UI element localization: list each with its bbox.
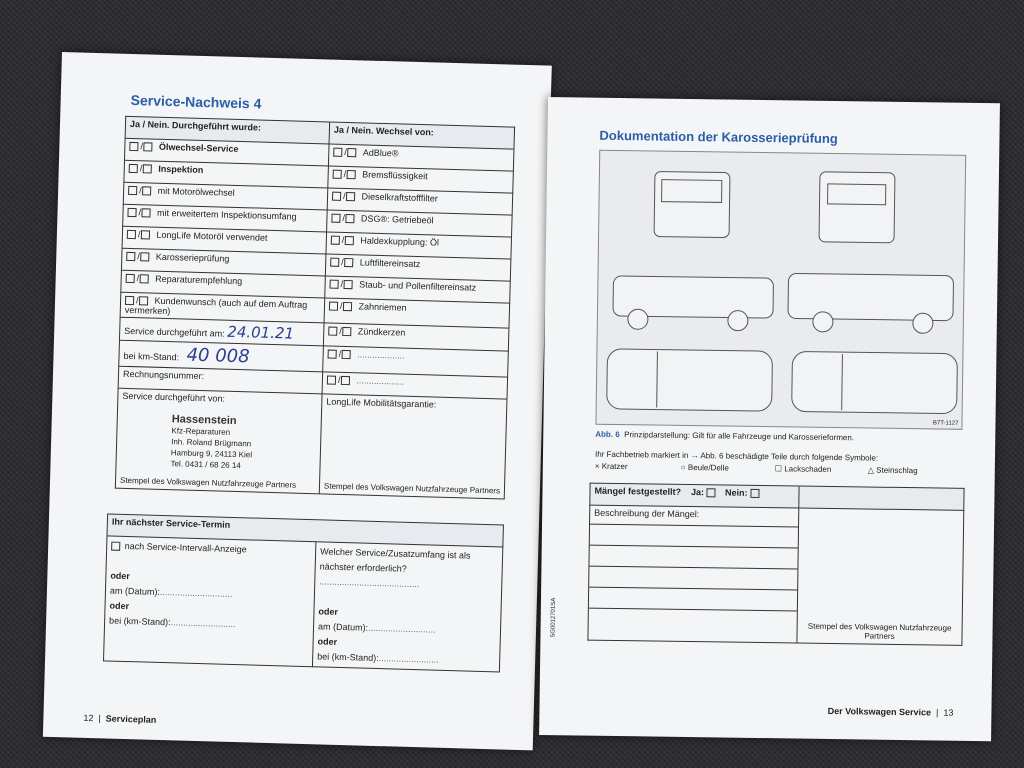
checkbox-icon	[344, 236, 353, 245]
checkbox-icon	[342, 327, 351, 336]
checkbox-icon	[329, 280, 338, 289]
left-footer: 12 | Serviceplan	[83, 712, 157, 725]
dealer-stamp: Hassenstein Kfz-Reparaturen Inh. Roland Brügmann Hamburg 9, 24113 Kiel Tel. 0431 / 68 26 14	[170, 413, 253, 471]
checkbox-icon	[127, 230, 136, 239]
checkbox-icon	[332, 192, 341, 201]
checkbox-icon	[142, 164, 151, 173]
checkbox-icon	[331, 236, 340, 245]
km-cell: bei km-Stand: 40 008	[119, 340, 324, 372]
checkbox-icon	[331, 214, 340, 223]
checkbox-icon	[343, 280, 352, 289]
row-left-5: / Karosserieprüfung	[121, 248, 326, 276]
checkbox-icon	[340, 376, 349, 385]
van-outline-icon	[596, 151, 965, 429]
checkbox-icon	[138, 296, 147, 305]
defects-table	[587, 483, 964, 646]
next-service-header: Ihr nächster Service-Termin	[107, 514, 503, 547]
right-page-title: Dokumentation der Karosserieprüfung	[599, 127, 838, 147]
symbol-scratch: × Kratzer	[594, 461, 628, 472]
checkbox-icon	[344, 258, 353, 267]
checkbox-icon	[127, 208, 136, 217]
checkbox-icon	[347, 148, 356, 157]
row-right-7: / Zahnriemen	[324, 298, 510, 328]
checkbox-icon	[329, 302, 338, 311]
left-page-title: Service-Nachweis 4	[130, 91, 262, 112]
checkbox-icon	[750, 489, 759, 498]
checkbox-icon	[706, 488, 715, 497]
defects-header-blank	[799, 486, 964, 510]
service-checklist-table	[115, 116, 515, 500]
side-code: 5G0012701SA	[550, 597, 558, 638]
row-left-6: / Reparaturempfehlung	[121, 270, 326, 298]
next-service-table	[103, 513, 504, 672]
vehicle-diagram	[595, 150, 966, 430]
row-right-1: / Bremsflüssigkeit	[328, 166, 514, 193]
service-date-value: 24.01.21	[227, 322, 295, 343]
symbol-dent: ○ Beule/Delle	[680, 462, 729, 473]
row-right-8: / Zündkerzen	[323, 323, 509, 351]
checkbox-icon	[126, 252, 135, 261]
service-date-cell: Service durchgeführt am: 24.01.21	[119, 317, 324, 346]
checkbox-icon	[345, 214, 354, 223]
checkbox-icon	[140, 252, 149, 261]
left-column-header: Ja / Nein. Durchgeführt wurde:	[125, 116, 330, 144]
row-left-4: / LongLife Motoröl verwendet	[122, 226, 327, 254]
row-left-1: / Inspektion	[124, 160, 329, 188]
checkbox-icon	[333, 170, 342, 179]
checkbox-icon	[143, 142, 152, 151]
row-left-2: / mit Motorölwechsel	[123, 182, 328, 210]
checkbox-icon	[346, 170, 355, 179]
km-value: 40 008	[186, 344, 250, 368]
checkbox-icon	[111, 542, 120, 551]
stamp-cell: Stempel des Volkswagen Nutzfahrzeuge Partners	[797, 508, 964, 645]
right-column-header: Ja / Nein. Wechsel von:	[329, 122, 515, 149]
mobility-cell: LongLife Mobilitätsgarantie: Stempel des Volkswagen Nutzfahrzeuge Partners	[319, 394, 507, 499]
symbol-paint-damage: ☐ Lackschaden	[774, 464, 832, 474]
row-right-3: / DSG®: Getriebeöl	[327, 210, 513, 237]
next-service-right: Welcher Service/Zusatzumfang ist als nächster erforderlich? ........................................ oder am (Datum):........................... oder bei (km-Stand):........................	[312, 542, 502, 672]
checkbox-icon	[345, 192, 354, 201]
figure-caption: Abb. 6 Prinzipdarstellung: Gilt für alle Fahrzeuge und Karosserieformen.	[595, 429, 855, 443]
row-right-0: / AdBlue®	[328, 144, 514, 171]
row-right-9: / ...................	[323, 346, 509, 377]
checkbox-icon	[125, 296, 134, 305]
service-by-cell: Service durchgeführt von: Hassenstein Kfz-Reparaturen Inh. Roland Brügmann Hamburg 9, 24113 Kiel Tel. 0431 / 68 26 14 Stempel des Volkswagen Nutzfahrzeuge Partners	[115, 388, 322, 494]
row-right-4: / Haldexkupplung: Öl	[326, 232, 512, 259]
defects-header: Mängel festgestellt? Ja: Nein:	[590, 483, 799, 508]
checkbox-icon	[141, 208, 150, 217]
checkbox-icon	[128, 186, 137, 195]
row-left-7: / Kundenwunsch (auch auf dem Auftrag vermerken)	[120, 292, 325, 323]
next-service-left: nach Service-Intervall-Anzeige oder am (Datum):............................. oder bei (km-Stand):..........................	[104, 536, 316, 667]
checkbox-icon	[328, 327, 337, 336]
checkbox-icon	[140, 230, 149, 239]
row-right-10: / ...................	[322, 372, 508, 399]
checkbox-icon	[129, 164, 138, 173]
symbol-stone-chip: △ Steinschlag	[867, 465, 918, 476]
row-left-0: / Ölwechsel-Service	[125, 138, 330, 166]
row-right-2: / Dieselkraftstofffilter	[327, 188, 513, 215]
right-page	[539, 97, 1000, 741]
checkbox-icon	[333, 148, 342, 157]
checkbox-icon	[341, 350, 350, 359]
checkbox-icon	[142, 186, 151, 195]
left-page	[43, 52, 552, 750]
checkbox-icon	[327, 376, 336, 385]
checkbox-icon	[342, 302, 351, 311]
row-left-3: / mit erweitertem Inspektionsumfang	[123, 204, 328, 232]
invoice-cell: Rechnungsnummer:	[118, 366, 323, 394]
checkbox-icon	[129, 142, 138, 151]
row-right-6: / Staub- und Pollenfiltereinsatz	[325, 276, 511, 303]
checkbox-icon	[126, 274, 135, 283]
right-footer: Der Volkswagen Service | 13	[827, 705, 954, 718]
row-right-5: / Luftfiltereinsatz	[325, 254, 511, 281]
figure-code: B7T-1127	[932, 420, 959, 427]
description-cell: Beschreibung der Mängel:	[588, 505, 799, 643]
checkbox-icon	[328, 350, 337, 359]
checkbox-icon	[139, 274, 148, 283]
checkbox-icon	[330, 258, 339, 267]
marking-instructions: Ihr Fachbetrieb markiert in → Abb. 6 beschädigte Teile durch folgende Symbole:	[594, 449, 879, 463]
